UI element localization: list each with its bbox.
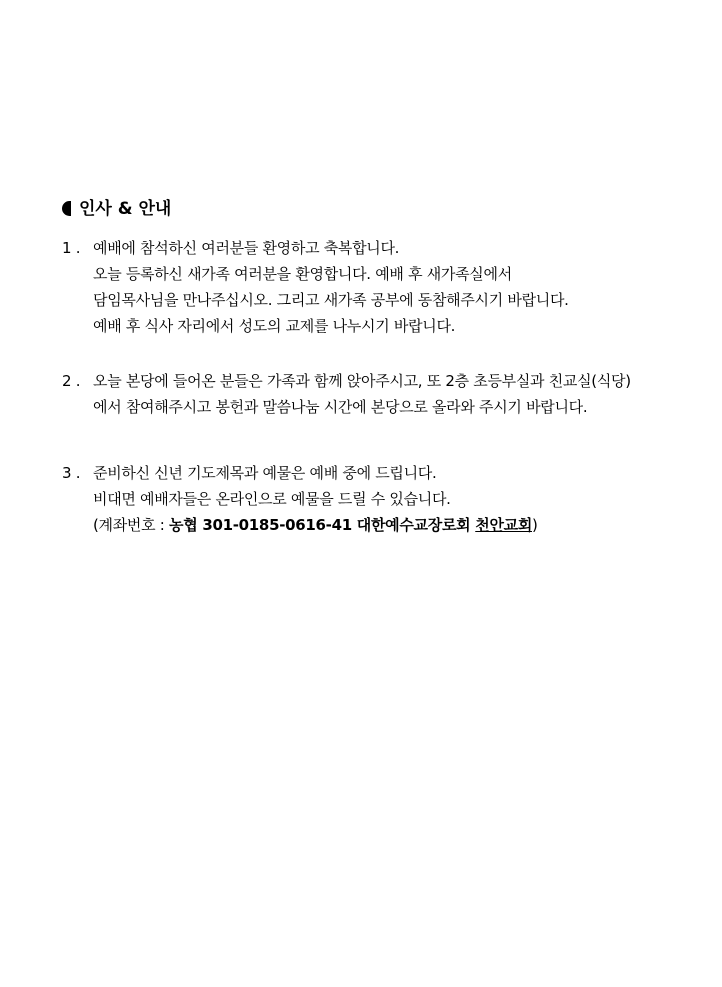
item-number: 3 . (62, 464, 81, 482)
item-text (93, 235, 722, 339)
item-text (93, 368, 722, 420)
account-church-name: 천안교회 (475, 516, 533, 534)
item-text (93, 460, 722, 538)
item-number: 1 . (62, 239, 81, 257)
item-number: 2 . (62, 372, 81, 390)
account-bank-info: 농협 301-0185-0616-41 대한예수교장로회 (169, 516, 476, 534)
item-line: 오늘 등록하신 새가족 여러분을 환영합니다. 예배 후 새가족실에서 (93, 265, 512, 283)
half-circle-bullet-icon (62, 201, 71, 216)
item-line: 오늘 본당에 들어온 분들은 가족과 함께 앉아주시고, 또 2층 초등부실과 친교실(식당) (93, 372, 631, 390)
item-line: 담임목사님을 만나주십시오. 그리고 새가족 공부에 동참해주시기 바랍니다. (93, 291, 569, 309)
item-line: 비대면 예배자들은 온라인으로 예물을 드릴 수 있습니다. (93, 490, 451, 508)
section-heading (62, 197, 171, 221)
section-heading-title: 인사 & 안내 (79, 199, 172, 219)
item-line: 준비하신 신년 기도제목과 예물은 예배 중에 드립니다. (93, 464, 437, 482)
account-prefix: (계좌번호 : (93, 516, 170, 534)
item-line: 예배에 참석하신 여러분들 환영하고 축복합니다. (93, 239, 400, 257)
account-line (93, 512, 722, 538)
account-suffix: ) (532, 516, 538, 534)
item-line: 예배 후 식사 자리에서 성도의 교제를 나누시기 바랍니다. (93, 317, 456, 335)
item-line: 에서 참여해주시고 봉헌과 말씀나눔 시간에 본당으로 올라와 주시기 바랍니다. (93, 398, 588, 416)
